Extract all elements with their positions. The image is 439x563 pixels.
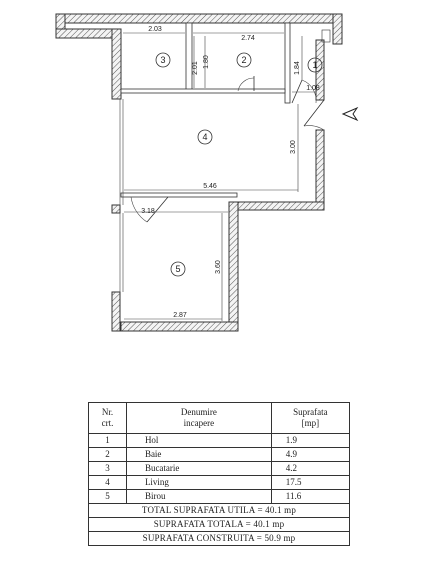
room-markers: [156, 53, 322, 276]
interior-walls: [121, 23, 290, 197]
table-row: [89, 476, 350, 490]
built-area: SUPRAFATA CONSTRUITA = 50.9 mp: [89, 532, 350, 546]
dim-label: 1.80: [203, 55, 210, 69]
cell-nr: 1: [89, 434, 127, 448]
cell-area: 17.5: [271, 476, 349, 490]
dim-label: 1.08: [306, 85, 320, 92]
svg-text:1: 1: [312, 60, 318, 70]
room-marker-5: [171, 262, 185, 276]
total-useful-area: TOTAL SUPRAFATA UTILA = 40.1 mp: [89, 504, 350, 518]
table-header-row: [89, 403, 350, 434]
cell-nr: 4: [89, 476, 127, 490]
room-marker-3: [156, 53, 170, 67]
dim-label: 3.18: [141, 208, 155, 215]
total-area-row: [89, 518, 350, 532]
header-nr: Nr. crt.: [89, 403, 127, 434]
entrance-arrow-icon: [343, 108, 357, 120]
dim-label: 2.87: [173, 312, 187, 319]
room-marker-4: [198, 130, 212, 144]
svg-text:4: 4: [202, 132, 208, 142]
dim-label: 2.74: [241, 35, 255, 42]
table-row: [89, 490, 350, 504]
cell-name: Birou: [126, 490, 271, 504]
dim-label: 1.84: [294, 61, 301, 75]
cell-area: 4.9: [271, 448, 349, 462]
total-useful-area-row: [89, 504, 350, 518]
cell-nr: 2: [89, 448, 127, 462]
dim-label: 2.03: [148, 26, 162, 33]
dim-label: 2.01: [192, 61, 199, 75]
svg-text:2: 2: [241, 55, 247, 65]
dim-label: 3.60: [215, 260, 222, 274]
cell-area: 4.2: [271, 462, 349, 476]
cell-name: Baie: [126, 448, 271, 462]
dim-label: 3.00: [290, 140, 297, 154]
room-area-table: [88, 402, 350, 546]
header-name: Denumire incapere: [126, 403, 271, 434]
cell-nr: 3: [89, 462, 127, 476]
header-area: Suprafata [mp]: [271, 403, 349, 434]
cell-area: 1.9: [271, 434, 349, 448]
built-area-row: [89, 532, 350, 546]
svg-text:5: 5: [175, 264, 181, 274]
cell-name: Living: [126, 476, 271, 490]
table-row: [89, 434, 350, 448]
cell-name: Bucatarie: [126, 462, 271, 476]
total-area: SUPRAFATA TOTALA = 40.1 mp: [89, 518, 350, 532]
cell-nr: 5: [89, 490, 127, 504]
table-row: [89, 448, 350, 462]
cell-name: Hol: [126, 434, 271, 448]
svg-text:3: 3: [160, 55, 166, 65]
cell-area: 11.6: [271, 490, 349, 504]
dim-label: 5.46: [203, 183, 217, 190]
table-row: [89, 462, 350, 476]
room-marker-2: [237, 53, 251, 67]
